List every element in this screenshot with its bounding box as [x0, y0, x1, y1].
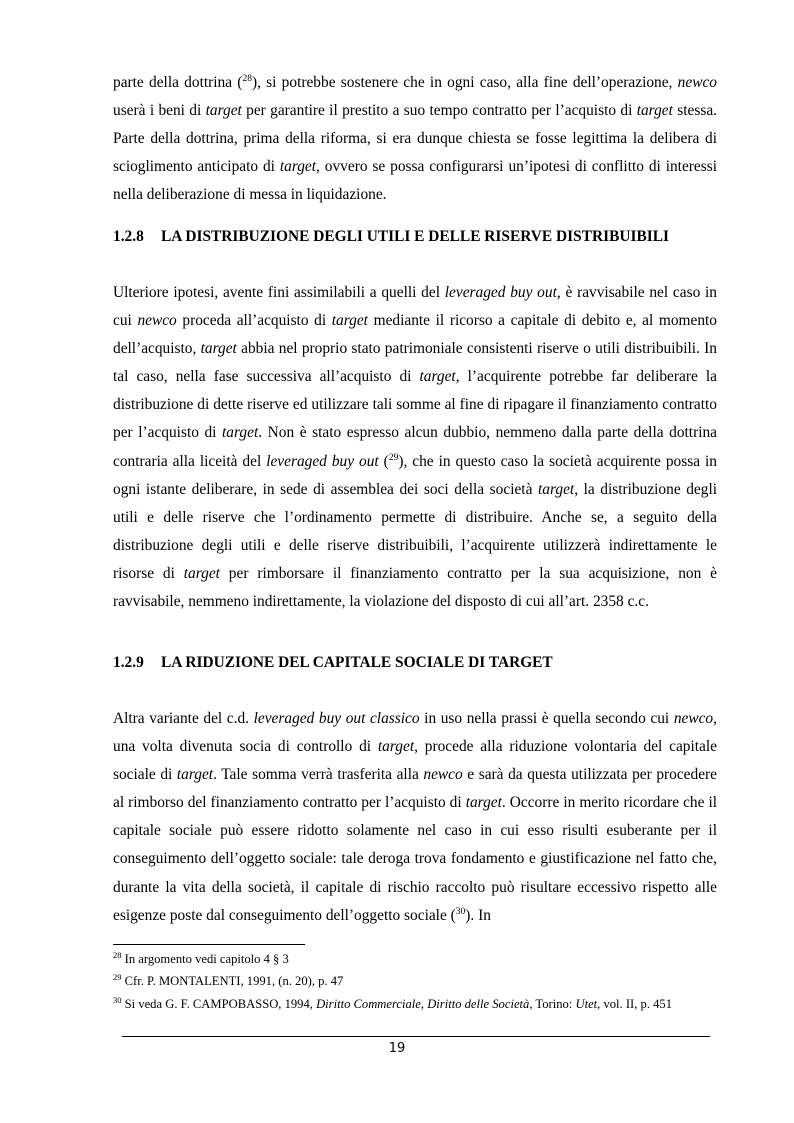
section-number: 1.2.8 — [113, 228, 144, 245]
text-run: per rimborsare il finanziamento contratto per la sua acquisizione, non è ravvisabile, nemmeno indirettamente, la violazione del disposto di cui all’art. 2358 c.c. — [113, 564, 717, 611]
paragraph-2 — [113, 279, 717, 616]
italic-term: target — [176, 766, 214, 784]
italic-term: Diritto Commerciale — [316, 997, 421, 1011]
italic-term: target — [331, 312, 368, 330]
italic-term: Diritto delle Società — [427, 997, 530, 1011]
text-run: ), si potrebbe sostenere che in ogni caso, alla fine dell’operazione, — [251, 74, 678, 91]
text-run: Si veda G. F. CAMPOBASSO, 1994, — [121, 997, 317, 1011]
text-run: . Occorre in merito ricordare che il capitale sociale può essere ridotto solamente nel caso in cui esso risulti esuberante per il conseguimento dell’oggetto sociale: tale deroga trova fondamento e giustificazione nel fatto che, durante la vita della società, il capitale di rischio raccolto può risultare eccessivo rispetto alle esigenze poste dal conseguimento dell’oggetto sociale ( — [113, 794, 717, 924]
italic-term: newco — [677, 74, 717, 91]
section-title: LA DISTRIBUZIONE DEGLI UTILI E DELLE RISERVE DISTRIBUIBILI — [161, 228, 669, 245]
text-run: ), che in questo caso la società acquirente possa in ogni istante deliberare, in sede di assemblea dei soci della società — [113, 452, 717, 498]
italic-term: target — [205, 102, 242, 120]
footnote-reference: 29 — [113, 971, 122, 982]
italic-term: Utet — [575, 997, 598, 1011]
paragraph-3 — [113, 705, 717, 930]
text-run: , una volta divenuta socia di controllo di — [113, 710, 717, 756]
italic-term: target — [183, 564, 220, 582]
text-run: , la distribuzione degli utili e delle riserve che l’ordinamento permette di distribuire. Anche se, a seguito della distribuzione degli utili e delle riserve distribuibili, l’acquirente utilizzerà indirettamente le risorse di — [113, 480, 717, 582]
text-run: In argomento vedi capitolo 4 § 3 — [121, 952, 289, 966]
text-run: abbia nel proprio stato patrimoniale consistenti riserve o utili distribuibili. In tal caso, nella fase successiva all’acquisto di — [113, 340, 717, 386]
text-run: mediante il ricorso a capitale di debito e, al momento dell’acquisto, — [113, 312, 717, 358]
section-heading-1-2-8 — [113, 228, 733, 246]
text-run: . Tale somma verrà trasferita alla — [213, 766, 424, 784]
italic-term: target — [419, 368, 456, 386]
footnote-reference: 30 — [455, 906, 466, 917]
text-run: proceda all’acquisto di — [176, 312, 332, 330]
text-run: Ulteriore ipotesi, avente fini assimilabili a quelli del — [113, 284, 445, 301]
italic-term: target — [465, 794, 502, 812]
text-run: Cfr. P. MONTALENTI, 1991, (n. 20), p. 47 — [121, 974, 344, 988]
text-run: parte della dottrina ( — [113, 74, 243, 91]
italic-term: target — [537, 480, 575, 498]
text-run: , vol. II, p. 451 — [597, 997, 673, 1011]
italic-term: target — [377, 738, 415, 756]
footnote-reference: 28 — [113, 949, 122, 960]
italic-term: leveraged buy out — [444, 284, 557, 301]
page-number: 19 — [388, 1041, 406, 1056]
text-run: e sarà da questa utilizzata per procedere al rimborso del finanziamento contratto per l’acquisto di — [113, 766, 717, 812]
section-title: LA RIDUZIONE DEL CAPITALE SOCIALE DI TARGET — [161, 654, 553, 671]
italic-term: newco — [673, 710, 714, 727]
footer-divider — [122, 1036, 710, 1037]
footnote-30 — [113, 996, 723, 1012]
text-run: , — [420, 997, 428, 1011]
text-run: ). In — [465, 906, 491, 924]
italic-term: leveraged buy out classico — [253, 710, 420, 727]
text-run: , l’acquirente potrebbe far deliberare la distribuzione di dette riserve ed utilizzare tali somme al fine di ripagare il finanziamento contratto per l’acquisto di — [113, 368, 717, 442]
footnote-28 — [113, 951, 723, 967]
text-run: . Non è stato espresso alcun dubbio, nemmeno dalla parte della dottrina contraria alla liceità del — [113, 424, 717, 470]
section-number: 1.2.9 — [113, 654, 144, 671]
italic-term: newco — [423, 766, 463, 784]
footnote-reference: 28 — [242, 73, 252, 84]
italic-term: target — [279, 158, 317, 176]
text-run: per garantire il prestito a suo tempo contratto per l’acquisto di — [241, 102, 637, 120]
italic-term: newco — [137, 312, 177, 330]
footnote-reference: 29 — [388, 452, 399, 463]
italic-term: target — [636, 102, 673, 120]
text-run: ( — [378, 452, 389, 470]
footnote-separator — [113, 944, 305, 945]
italic-term: target — [200, 340, 237, 358]
text-run: Altra variante del c.d. — [113, 710, 254, 727]
text-run: stessa. Parte della dottrina, prima della riforma, si era dunque chiesta se fosse legittima la delibera di scioglimento anticipato di — [113, 102, 718, 176]
footnote-reference: 30 — [113, 994, 122, 1005]
section-heading-1-2-9 — [113, 654, 733, 672]
italic-term: target — [222, 424, 259, 442]
text-run: , Torino: — [529, 997, 576, 1011]
text-run: userà i beni di — [113, 102, 206, 120]
italic-term: leveraged buy out — [266, 452, 379, 470]
text-run: , è ravvisabile nel caso in cui — [113, 284, 718, 330]
footnote-29 — [113, 973, 723, 989]
text-run: , procede alla riduzione volontaria del capitale sociale di — [113, 738, 717, 784]
paragraph-1 — [113, 69, 717, 209]
text-run: in uso nella prassi è quella secondo cui — [419, 710, 674, 727]
text-run: , ovvero se possa configurarsi un’ipotesi di conflitto di interessi nella deliberazione di messa in liquidazione. — [113, 158, 717, 204]
